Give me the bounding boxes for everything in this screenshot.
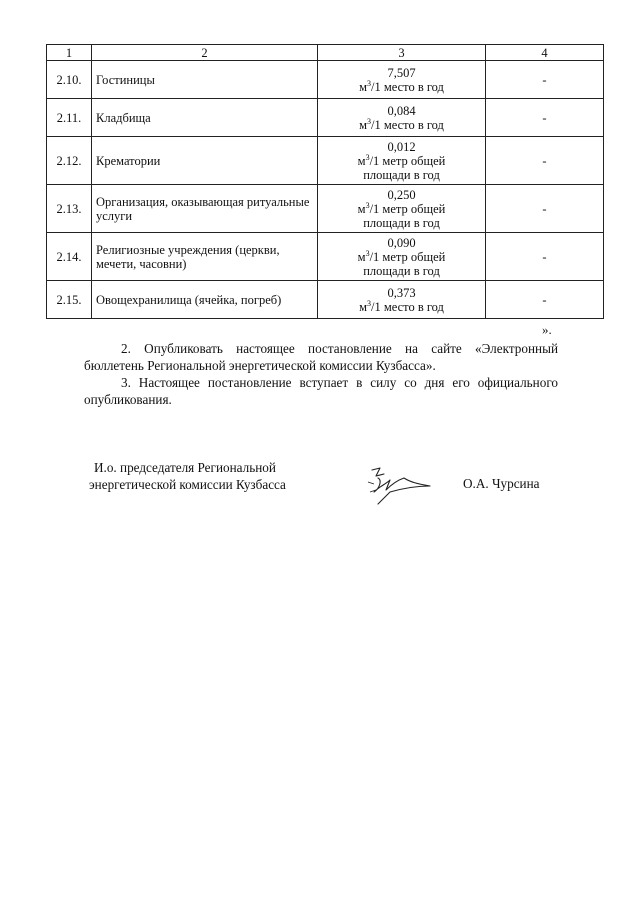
unit-rest: /1 метр общей — [369, 201, 446, 216]
norm-value-cell — [318, 61, 486, 99]
column-4-value: - — [486, 233, 604, 281]
norm-unit-line2: площади в год — [363, 167, 440, 182]
tariff-table — [46, 44, 604, 319]
norm-value: 0,090 — [387, 235, 416, 250]
row-number: 2.15. — [47, 281, 92, 319]
unit-rest: /1 метр общей — [369, 153, 446, 168]
unit-exponent: 3 — [365, 200, 370, 210]
unit-exponent: 3 — [365, 152, 370, 162]
norm-unit — [322, 300, 481, 314]
paragraph-effective: 3. Настоящее постановление вступает в силу со дня его официального опубликования. — [84, 375, 558, 407]
signer-title — [84, 459, 286, 493]
signer-name: О.А. Чурсина — [463, 476, 540, 491]
signer-title-line1: И.о. председателя Региональной — [94, 460, 276, 475]
unit-rest: /1 метр общей — [369, 249, 446, 264]
unit-rest: /1 место в год — [370, 79, 444, 94]
unit-base: м — [359, 117, 367, 132]
norm-unit — [322, 154, 481, 168]
norm-unit-line2: площади в год — [363, 263, 440, 278]
handwritten-signature — [360, 462, 440, 512]
header-cell: 3 — [318, 45, 486, 61]
facility-name: Кладбища — [92, 99, 318, 137]
unit-rest: /1 место в год — [370, 299, 444, 314]
table-row — [47, 233, 604, 281]
unit-exponent: 3 — [366, 298, 371, 308]
closing-quote: ». — [542, 322, 552, 337]
unit-base: м — [357, 153, 366, 168]
column-4-value: - — [486, 61, 604, 99]
unit-exponent: 3 — [366, 116, 371, 126]
unit-exponent: 3 — [366, 78, 371, 88]
table-row — [47, 281, 604, 319]
norm-value-cell — [318, 99, 486, 137]
norm-unit — [322, 80, 481, 94]
norm-unit-line2: площади в год — [363, 215, 440, 230]
norm-value: 7,507 — [387, 65, 416, 80]
facility-name: Религиозные учреждения (церкви, мечети, часовни) — [92, 233, 318, 281]
norm-unit — [322, 202, 481, 216]
row-number: 2.13. — [47, 185, 92, 233]
column-4-value: - — [486, 137, 604, 185]
table-header-row — [47, 45, 604, 61]
norm-value-cell — [318, 137, 486, 185]
unit-base: м — [359, 299, 367, 314]
norm-value: 0,084 — [387, 103, 416, 118]
table-row — [47, 99, 604, 137]
row-number: 2.11. — [47, 99, 92, 137]
facility-name: Гостиницы — [92, 61, 318, 99]
unit-base: м — [357, 201, 366, 216]
signer-title-line2: энергетической комиссии Кузбасса — [89, 477, 286, 492]
paragraph-publish: 2. Опубликовать настоящее постановление на сайте «Электронный бюллетень Региональной энергетической комиссии Кузбасса». — [84, 341, 558, 373]
norm-value-cell — [318, 281, 486, 319]
row-number: 2.14. — [47, 233, 92, 281]
column-4-value: - — [486, 185, 604, 233]
norm-value: 0,250 — [387, 187, 416, 202]
table-row — [47, 61, 604, 99]
table-row — [47, 185, 604, 233]
norm-unit — [322, 118, 481, 132]
header-cell: 2 — [92, 45, 318, 61]
header-cell: 1 — [47, 45, 92, 61]
column-4-value: - — [486, 281, 604, 319]
row-number: 2.12. — [47, 137, 92, 185]
facility-name: Организация, оказывающая ритуальные услуги — [92, 185, 318, 233]
unit-exponent: 3 — [365, 248, 370, 258]
header-cell: 4 — [486, 45, 604, 61]
facility-name: Крематории — [92, 137, 318, 185]
norm-value: 0,012 — [387, 139, 416, 154]
table-row — [47, 137, 604, 185]
norm-value-cell — [318, 185, 486, 233]
unit-rest: /1 место в год — [370, 117, 444, 132]
column-4-value: - — [486, 99, 604, 137]
unit-base: м — [359, 79, 367, 94]
norm-value: 0,373 — [387, 285, 416, 300]
norm-value-cell — [318, 233, 486, 281]
facility-name: Овощехранилища (ячейка, погреб) — [92, 281, 318, 319]
row-number: 2.10. — [47, 61, 92, 99]
norm-unit — [322, 250, 481, 264]
unit-base: м — [357, 249, 366, 264]
